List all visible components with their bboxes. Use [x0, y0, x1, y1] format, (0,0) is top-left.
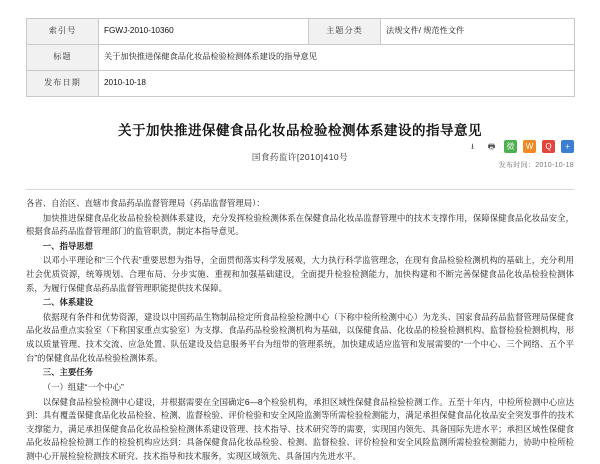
qzone-share-icon[interactable]: Q	[542, 140, 555, 153]
weibo-share-icon[interactable]: W	[523, 140, 536, 153]
more-share-icon[interactable]: +	[561, 140, 574, 153]
body-heading: 一、指导思想	[42, 240, 94, 251]
document-body	[26, 197, 574, 464]
meta-label-publish-date: 发布日期	[27, 71, 99, 97]
page-title: 关于加快推进保健食品化妆品检验检测体系建设的指导意见	[118, 123, 482, 138]
body-paragraph: 各省、自治区、直辖市食品药品监督管理局（药品监督管理局）：	[26, 198, 265, 208]
body-paragraph: 依据现有条件和优势资源，建设以中国药品生物制品检定所食品检验检测中心（下称中检所检测中心）为龙头、国家食品药品监督管理局保健食品化妆品重点实验室（下称国家重点实验室）为支撑、食品药品检验检测机构为基础，以保健食品、化妆品的检验检测机构、监督检验检测机构，形成以质量管理、技术交流、应急处置、队伍建设及信息服务平台为纽带的管理系统，加快建成适应监管和发展需要的“一个中心、三个网络、五个平台”的保健食品化妆品检验检测体系。	[26, 311, 574, 363]
meta-value-publish-date: 2010-10-18	[99, 71, 575, 97]
download-icon[interactable]: ⭳	[471, 141, 474, 151]
share-toolbar	[466, 140, 574, 153]
body-heading: 三、主要任务	[42, 367, 94, 378]
publish-time-value: 2010-10-18	[535, 162, 574, 169]
body-paragraph: 以邓小平理论和“三个代表”重要思想为指导，全面贯彻落实科学发展观，大力执行科学监管理念，在现有食品检验检测机构的基础上，充分利用社会优质资源，统筹规划、合理布局、分步实施、重视和加强基础建设，全面提升检验检测能力，加快构建和不断完善保健食品化妆品检验检测体系，为履行保健食品药品监督管理职能提供技术保障。	[26, 255, 574, 293]
meta-value-index: FGWJ-2010-10360	[99, 19, 309, 45]
publish-time	[499, 160, 574, 170]
meta-label-category: 主题分类	[309, 19, 381, 45]
document-number: 国食药监许[2010]410号	[251, 152, 349, 162]
document-meta-table	[26, 18, 575, 97]
meta-label-index: 索引号	[27, 19, 99, 45]
body-heading: 二、体系建设	[42, 297, 94, 308]
print-icon[interactable]: 🖶	[487, 141, 496, 151]
meta-value-category: 法规文件/ 规范性文件	[381, 19, 575, 45]
body-paragraph: 以保健食品检验检测中心建设，并根据需要在全国确定6—8个检验机构，承担区域性保健食品检验检测工作。五至十年内，中检所检测中心应达到：具有覆盖保健食品化妆品检验、检测、监督检验、评价检验和安全风险监测等所需检验检测能力，满足承担保健食品化妆品安全突发事件的技术支撑能力，满足承担保健食品化妆品检验检测体系建设管理、技术指导、技术研究等的需要，实现国内领先、具备国际先进水平；承担区域性保健食品化妆品检验检测工作的检验机构应达到：具备保健食品化妆品检验、检测、监督检验、评价检验和安全风险监测所需检验检测能力，协助中检所检测中心开展检验检测技术研究、技术指导和技术服务，实现区域领先、具备国内先进水平。	[26, 396, 574, 461]
divider	[26, 189, 574, 190]
meta-label-title: 标题	[27, 45, 99, 71]
meta-value-title: 关于加快推进保健食品化妆品检验检测体系建设的指导意见	[99, 45, 575, 71]
body-subheading: （一）组建“一个中心”	[42, 381, 124, 392]
publish-time-label: 发布时间：	[498, 162, 536, 169]
table-row	[27, 45, 575, 71]
table-row	[27, 19, 575, 45]
body-paragraph: 加快推进保健食品化妆品检验检测体系建设，充分发挥检验检测体系在保健食品化妆品监督管理中的技术支撑作用，保障保健食品化妆品安全，根据食品药品监督管理部门的监管职责，制定本指导意见。	[26, 212, 574, 237]
wechat-share-icon[interactable]: 微	[504, 140, 517, 153]
table-row	[27, 71, 575, 97]
